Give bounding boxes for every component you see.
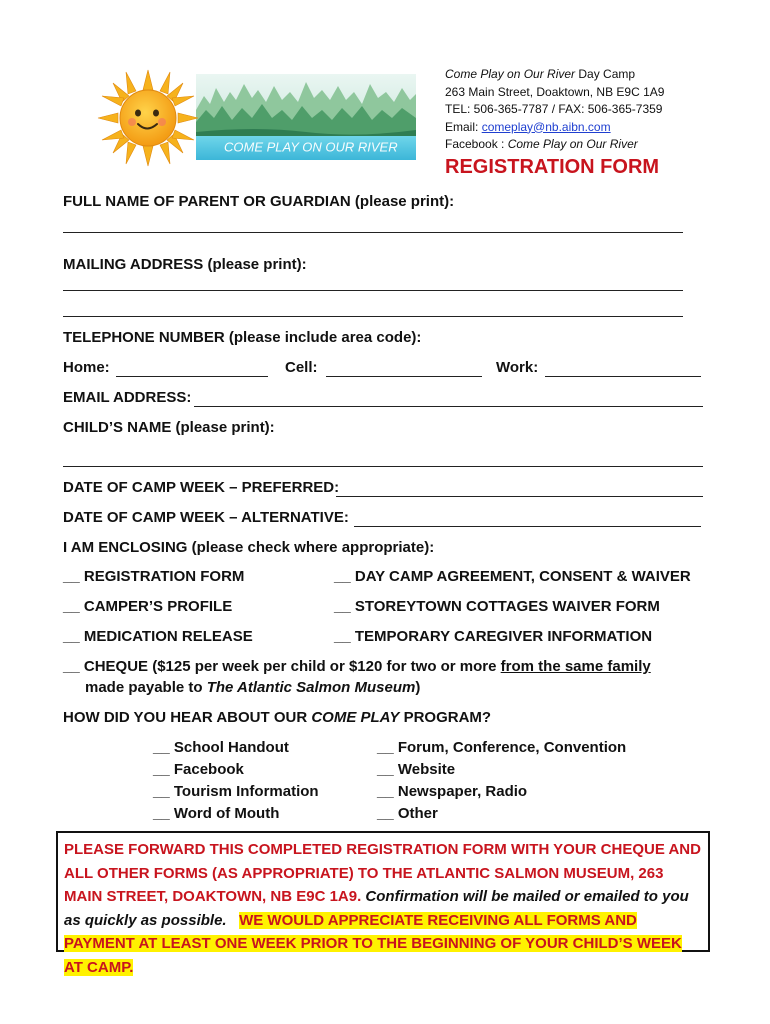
check-blank: __: [377, 783, 394, 800]
hear-about-b: COME PLAY: [311, 709, 400, 726]
check-blank: __: [377, 739, 394, 756]
mailing-address-field-1[interactable]: [63, 290, 683, 291]
check-blank: __: [334, 568, 351, 585]
check-label: REGISTRATION FORM: [83, 568, 245, 585]
source-label: Website: [397, 761, 456, 778]
cell-phone-field[interactable]: [326, 376, 482, 377]
logo-caption: COME PLAY ON OUR RIVER: [224, 139, 398, 155]
enclose-day-camp-agreement[interactable]: [334, 568, 691, 585]
mailing-address-field-2[interactable]: [63, 316, 683, 317]
notice-instructions: PLEASE FORWARD THIS COMPLETED REGISTRATION FORM WITH YOUR CHEQUE AND ALL OTHER FORMS (AS APPROPRIATE) TO THE ATLANTIC SALMON MUSEUM, 263 MAIN STREET, DOAKTOWN, NB E9C 1A9.: [64, 841, 701, 905]
check-label: STOREYTOWN COTTAGES WAIVER FORM: [354, 598, 660, 615]
camp-week-alternative-label: DATE OF CAMP WEEK – ALTERNATIVE:: [63, 509, 349, 526]
camp-address: 263 Main Street, Doaktown, NB E9C 1A9: [445, 84, 665, 99]
enclose-campers-profile[interactable]: [63, 598, 232, 615]
check-blank: __: [63, 658, 80, 675]
logo-graphic: [96, 66, 426, 176]
notice-confirmation: Confirmation will be mailed or emailed to you as quickly as possible.: [64, 888, 689, 929]
check-blank: __: [153, 805, 170, 822]
enclose-storeytown-waiver[interactable]: [334, 598, 660, 615]
parent-name-field[interactable]: [63, 232, 683, 233]
source-label: Forum, Conference, Convention: [397, 739, 627, 756]
submission-notice-box: [56, 831, 710, 976]
work-phone-field[interactable]: [545, 376, 701, 377]
cheque-text: CHEQUE ($125 per week per child or $120 for two or more: [83, 658, 501, 675]
check-blank: __: [334, 598, 351, 615]
submission-notice-text: [64, 838, 704, 979]
camp-facebook-line: [445, 136, 664, 154]
cell-phone-label: Cell:: [285, 359, 318, 376]
camp-name: Come Play on Our River: [445, 67, 576, 81]
source-label: Facebook: [173, 761, 244, 778]
source-facebook[interactable]: [153, 761, 244, 778]
check-blank: __: [377, 761, 394, 778]
check-blank: __: [153, 783, 170, 800]
work-phone-label: Work:: [496, 359, 539, 376]
check-label: MEDICATION RELEASE: [83, 628, 253, 645]
camp-week-preferred-label: DATE OF CAMP WEEK – PREFERRED:: [63, 479, 340, 496]
check-blank: __: [334, 628, 351, 645]
source-label: School Handout: [173, 739, 289, 756]
telephone-label: TELEPHONE NUMBER (please include area code):: [63, 329, 422, 346]
source-newspaper-radio[interactable]: [377, 783, 527, 800]
email-label: Email:: [445, 119, 482, 134]
source-school-handout[interactable]: [153, 739, 289, 756]
camp-phone-fax: TEL: 506-365-7787 / FAX: 506-365-7359: [445, 102, 663, 116]
child-name-label: CHILD’S NAME (please print):: [63, 419, 275, 436]
enclose-cheque[interactable]: [63, 658, 651, 675]
payable-close: ): [415, 679, 421, 696]
hear-about-c: PROGRAM?: [399, 709, 492, 726]
email-address-field[interactable]: [194, 406, 703, 407]
source-forum-conference[interactable]: [377, 739, 626, 756]
check-blank: __: [153, 761, 170, 778]
check-label: TEMPORARY CAREGIVER INFORMATION: [354, 628, 653, 645]
notice-deadline-highlight: WE WOULD APPRECIATE RECEIVING ALL FORMS AND PAYMENT AT LEAST ONE WEEK PRIOR TO THE BEGINNING OF YOUR CHILD’S WEEK AT CAMP.: [64, 911, 682, 976]
home-phone-field[interactable]: [116, 376, 268, 377]
enclose-temporary-caregiver[interactable]: [334, 628, 652, 645]
enclose-medication-release[interactable]: [63, 628, 253, 645]
camp-name-line: [445, 66, 664, 84]
check-blank: __: [153, 739, 170, 756]
contact-block: [445, 66, 664, 154]
check-label: CAMPER’S PROFILE: [83, 598, 233, 615]
cheque-text-underlined: from the same family: [500, 658, 651, 675]
facebook-label: Facebook :: [445, 137, 508, 151]
facebook-value: Come Play on Our River: [507, 137, 638, 151]
email-address-label: EMAIL ADDRESS:: [63, 389, 192, 406]
home-phone-label: Home:: [63, 359, 110, 376]
payable-text: made payable to: [85, 679, 207, 696]
camp-logo: [96, 66, 426, 176]
hear-about-a: HOW DID YOU HEAR ABOUT OUR: [63, 709, 312, 726]
source-tourism-information[interactable]: [153, 783, 319, 800]
camp-week-preferred-field[interactable]: [336, 496, 703, 497]
check-label: DAY CAMP AGREEMENT, CONSENT & WAIVER: [354, 568, 691, 585]
child-name-field[interactable]: [63, 466, 703, 467]
check-blank: __: [63, 598, 80, 615]
camp-name-suffix: Day Camp: [575, 67, 636, 81]
email-link[interactable]: comeplay@nb.aibn.com: [481, 119, 611, 134]
source-label: Newspaper, Radio: [397, 783, 528, 800]
check-blank: __: [63, 628, 80, 645]
parent-name-label: FULL NAME OF PARENT OR GUARDIAN (please print):: [63, 193, 455, 210]
camp-email-line: [445, 119, 664, 137]
camp-week-alternative-field[interactable]: [354, 526, 701, 527]
check-blank: __: [63, 568, 80, 585]
source-label: Tourism Information: [173, 783, 319, 800]
hear-about-question: [63, 709, 491, 726]
source-label: Word of Mouth: [173, 805, 280, 822]
payable-to-name: The Atlantic Salmon Museum: [206, 679, 416, 696]
source-label: Other: [397, 805, 438, 822]
mailing-address-label: MAILING ADDRESS (please print):: [63, 256, 307, 273]
cheque-payable-line: [85, 679, 420, 696]
form-title: REGISTRATION FORM: [445, 156, 660, 178]
source-website[interactable]: [377, 761, 455, 778]
enclose-registration-form[interactable]: [63, 568, 244, 585]
source-word-of-mouth[interactable]: [153, 805, 279, 822]
enclosing-label: I AM ENCLOSING (please check where appropriate):: [63, 539, 435, 556]
check-blank: __: [377, 805, 394, 822]
source-other[interactable]: [377, 805, 438, 822]
